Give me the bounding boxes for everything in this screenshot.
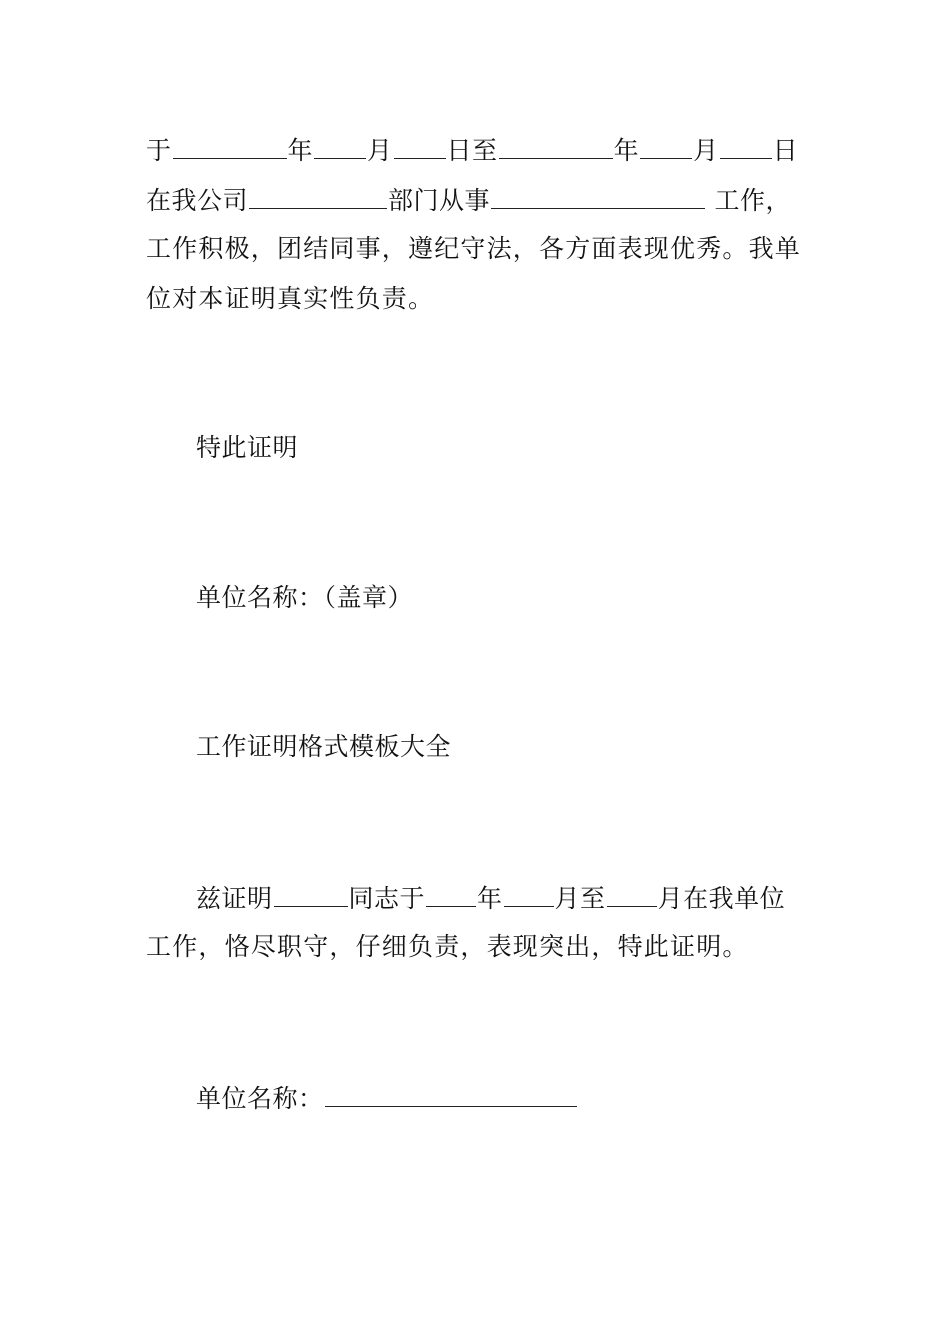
text-month: 月 — [367, 136, 393, 165]
paragraph2-line1 — [196, 880, 785, 916]
blank-month-to[interactable] — [607, 880, 657, 907]
blank-name[interactable] — [274, 880, 348, 907]
text-department-engaged: 部门从事 — [388, 186, 491, 215]
blank-start-month[interactable] — [314, 132, 366, 159]
text-month-2: 月 — [693, 136, 719, 165]
text-at-company: 在我公司 — [146, 186, 249, 215]
template-heading: 工作证明格式模板大全 — [196, 732, 452, 761]
blank-end-month[interactable] — [640, 132, 692, 159]
text-month-to: 月至 — [554, 884, 606, 913]
unit-name-seal: 单位名称：（盖章） — [196, 583, 414, 612]
blank-start-day[interactable] — [394, 132, 446, 159]
closing-certify: 特此证明 — [196, 433, 299, 462]
text-month-at-unit: 月在我单位 — [657, 884, 786, 913]
text-day-2: 日 — [772, 136, 799, 165]
blank-start-year[interactable] — [173, 132, 287, 159]
text-comrade-at: 同志于 — [348, 884, 426, 913]
blank-year[interactable] — [426, 880, 476, 907]
blank-end-day[interactable] — [720, 132, 772, 159]
paragraph1-line2 — [146, 182, 791, 218]
text-day-to: 日至 — [446, 136, 498, 165]
blank-end-year[interactable] — [499, 132, 613, 159]
text-yu: 于 — [146, 136, 172, 165]
blank-job[interactable] — [491, 182, 705, 209]
paragraph1-line1 — [146, 132, 798, 168]
blank-unit-name[interactable] — [325, 1080, 577, 1107]
paragraph1-line3: 工作积极，团结同事，遵纪守法，各方面表现优秀。我单 — [146, 234, 802, 263]
unit-name-label: 单位名称： — [196, 1084, 324, 1113]
unit-name-line — [196, 1080, 578, 1116]
blank-department[interactable] — [249, 182, 387, 209]
text-year: 年 — [287, 136, 314, 165]
paragraph2-line2: 工作，恪尽职守，仔细负责，表现突出，特此证明。 — [146, 932, 749, 961]
text-year-3: 年 — [477, 884, 503, 913]
text-work: 工作， — [706, 186, 791, 215]
text-hereby-certify: 兹证明 — [196, 884, 273, 913]
blank-month-from[interactable] — [504, 880, 554, 907]
text-year-2: 年 — [613, 136, 640, 165]
paragraph1-line4: 位对本证明真实性负责。 — [146, 284, 435, 313]
